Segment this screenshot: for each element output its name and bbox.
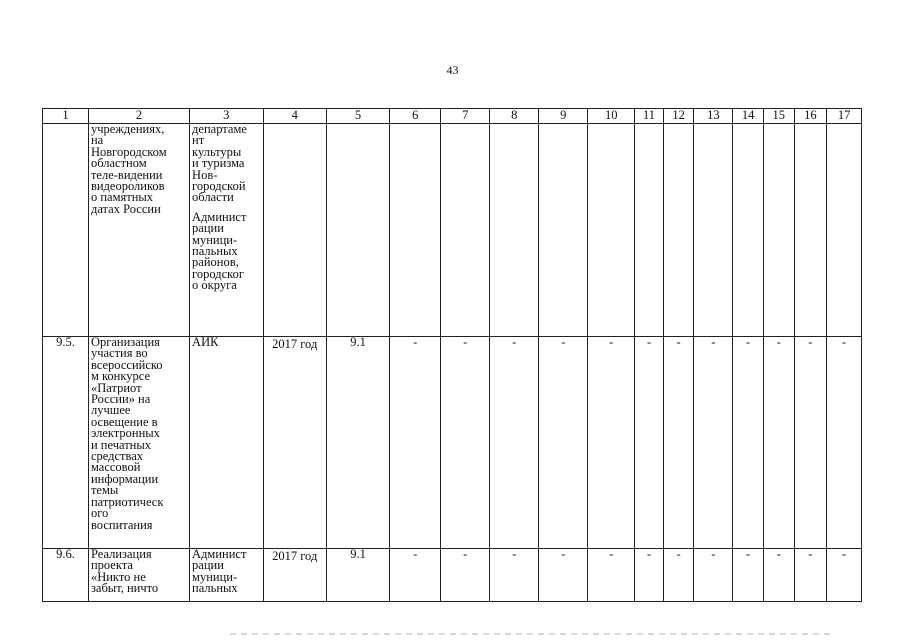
funding-value-cell xyxy=(490,124,539,337)
table-row xyxy=(43,124,862,337)
column-header-6: 6 xyxy=(390,109,441,124)
executor-line: и туризма xyxy=(192,156,245,171)
funding-value-cell xyxy=(390,124,441,337)
activity-name-line: средствах xyxy=(90,449,144,464)
funding-value-cell xyxy=(763,124,794,337)
column-header-8: 8 xyxy=(490,109,539,124)
deadline-cell xyxy=(263,124,326,337)
executor-line: рации xyxy=(192,558,224,573)
column-header-1: 1 xyxy=(43,109,89,124)
activity-name-line: и печатных xyxy=(90,437,152,452)
executor-line: Админист xyxy=(192,547,247,561)
table-row xyxy=(43,549,862,602)
funding-value-cell xyxy=(635,124,664,337)
funding-value-cell: - xyxy=(694,549,733,602)
activity-name-cell xyxy=(88,337,189,549)
activity-name-line: Новгородском xyxy=(90,144,167,159)
executor-cell xyxy=(190,549,264,602)
row-number-cell: 9.6. xyxy=(43,549,89,602)
funding-value-cell: - xyxy=(733,549,764,602)
deadline-cell: 2017 год xyxy=(263,549,326,602)
column-header-15: 15 xyxy=(763,109,794,124)
activity-name-line: о памятных xyxy=(90,190,154,205)
funding-value-cell: - xyxy=(827,337,862,549)
funding-value-cell: - xyxy=(794,337,827,549)
column-header-16: 16 xyxy=(794,109,827,124)
row-number-cell xyxy=(43,124,89,337)
scan-artifact-line xyxy=(230,633,830,635)
executor-line: департаме xyxy=(192,122,247,136)
funding-value-cell: - xyxy=(539,549,588,602)
program-table xyxy=(42,108,862,602)
executor-line: муници- xyxy=(192,569,238,584)
activity-name-line: воспитания xyxy=(90,517,153,532)
activity-name-line: темы xyxy=(90,483,119,498)
executor-cell xyxy=(190,337,264,549)
activity-name-line: «Патриот xyxy=(90,380,142,395)
column-header-12: 12 xyxy=(663,109,694,124)
activity-name-cell xyxy=(88,124,189,337)
funding-value-cell: - xyxy=(763,337,794,549)
activity-name-line: информации xyxy=(90,471,159,486)
funding-value-cell: - xyxy=(588,337,635,549)
executor-line: пальных xyxy=(192,244,238,259)
funding-value-cell: - xyxy=(827,549,862,602)
activity-name-line: лучшее xyxy=(90,403,131,418)
executor-line: о округа xyxy=(192,278,237,293)
executor-line: Админист xyxy=(192,209,247,224)
activity-name-line: видеороликов xyxy=(90,179,165,194)
funding-value-cell: - xyxy=(663,549,694,602)
executor-line: АИК xyxy=(192,335,219,349)
funding-value-cell: - xyxy=(390,549,441,602)
activity-name-line: освещение в xyxy=(90,414,158,429)
funding-value-cell xyxy=(794,124,827,337)
column-header-10: 10 xyxy=(588,109,635,124)
indicator-cell: 9.1 xyxy=(326,549,389,602)
funding-value-cell: - xyxy=(441,337,490,549)
funding-value-cell xyxy=(588,124,635,337)
funding-value-cell: - xyxy=(490,337,539,549)
funding-value-cell xyxy=(694,124,733,337)
activity-name-line: всероссийско xyxy=(90,357,163,372)
column-header-13: 13 xyxy=(694,109,733,124)
indicator-cell: 9.1 xyxy=(326,337,389,549)
column-header-9: 9 xyxy=(539,109,588,124)
column-header-2: 2 xyxy=(88,109,189,124)
funding-value-cell: - xyxy=(663,337,694,549)
activity-name-line: на xyxy=(90,133,104,148)
activity-name-line: областном xyxy=(90,156,147,171)
executor-cell xyxy=(190,124,264,337)
column-header-17: 17 xyxy=(827,109,862,124)
activity-name-line: проекта xyxy=(90,558,133,573)
activity-name-line: м конкурсе xyxy=(90,369,151,384)
funding-value-cell xyxy=(663,124,694,337)
column-header-11: 11 xyxy=(635,109,664,124)
funding-value-cell: - xyxy=(733,337,764,549)
activity-name-line: датах России xyxy=(90,201,161,216)
activity-name-line: ого xyxy=(90,506,109,521)
funding-value-cell: - xyxy=(441,549,490,602)
funding-value-cell: - xyxy=(694,337,733,549)
column-header-3: 3 xyxy=(190,109,264,124)
funding-value-cell xyxy=(827,124,862,337)
activity-name-line: Реализация xyxy=(90,547,152,561)
funding-value-cell: - xyxy=(588,549,635,602)
funding-value-cell: - xyxy=(635,549,664,602)
executor-line: муници- xyxy=(192,232,238,247)
activity-name-line: массовой xyxy=(90,460,141,475)
funding-value-cell xyxy=(733,124,764,337)
activity-name-line: Организация xyxy=(90,335,160,349)
activity-name-line: «Никто не xyxy=(90,569,146,584)
activity-name-line: учреждениях, xyxy=(90,122,165,136)
executor-line: городской xyxy=(192,179,246,194)
activity-name-line: забыт, ничто xyxy=(90,581,159,596)
executor-line: нт xyxy=(192,133,205,148)
table-row xyxy=(43,337,862,549)
executor-line: области xyxy=(192,190,234,205)
executor-line: городског xyxy=(192,266,244,281)
executor-line: культуры xyxy=(192,144,242,159)
column-number-header-row xyxy=(43,109,862,124)
column-header-14: 14 xyxy=(733,109,764,124)
executor-line: районов, xyxy=(192,255,239,270)
activity-name-line: России» на xyxy=(90,392,151,407)
indicator-cell xyxy=(326,124,389,337)
executor-line: пальных xyxy=(192,581,238,596)
page-number: 43 xyxy=(446,63,459,77)
executor-line: рации xyxy=(192,221,224,236)
activity-name-line: электронных xyxy=(90,426,160,441)
row-number-cell: 9.5. xyxy=(43,337,89,549)
funding-value-cell: - xyxy=(763,549,794,602)
column-header-4: 4 xyxy=(263,109,326,124)
executor-line: Нов- xyxy=(192,167,218,182)
funding-value-cell xyxy=(539,124,588,337)
funding-value-cell: - xyxy=(390,337,441,549)
column-header-5: 5 xyxy=(326,109,389,124)
activity-name-line: теле-видении xyxy=(90,167,163,182)
funding-value-cell xyxy=(441,124,490,337)
activity-name-cell xyxy=(88,549,189,602)
activity-name-line: патриотическ xyxy=(90,494,164,509)
activity-name-line: участия во xyxy=(90,346,148,361)
funding-value-cell: - xyxy=(794,549,827,602)
funding-value-cell: - xyxy=(539,337,588,549)
funding-value-cell: - xyxy=(490,549,539,602)
deadline-cell: 2017 год xyxy=(263,337,326,549)
column-header-7: 7 xyxy=(441,109,490,124)
funding-value-cell: - xyxy=(635,337,664,549)
